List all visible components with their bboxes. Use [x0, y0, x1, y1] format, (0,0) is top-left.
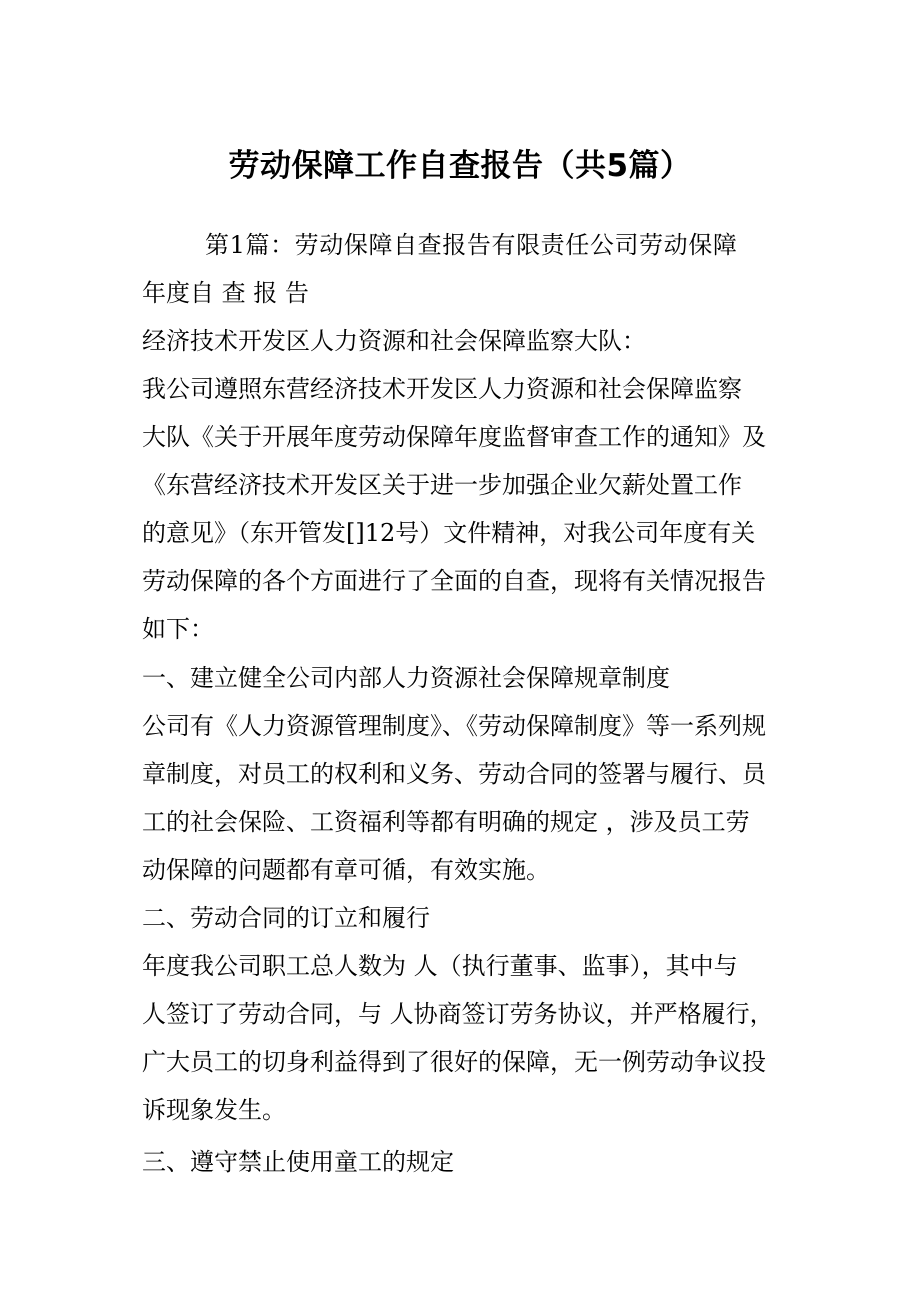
- text-line: 的意见》（东开管发[]12号）文件精神，对我公司年度有关: [142, 519, 756, 547]
- text-line: 年度我公司职工总人数为 人（执行董事、监事），其中与: [142, 952, 738, 980]
- section-heading: 二、劳动合同的订立和履行: [142, 904, 430, 932]
- text-line: 《东营经济技术开发区关于进一步加强企业欠薪处置工作: [142, 471, 742, 499]
- section-heading: 三、遵守禁止使用童工的规定: [142, 1148, 454, 1176]
- text-line: 大队《关于开展年度劳动保障年度监督审查工作的通知》及: [142, 423, 766, 451]
- text-line: 诉现象发生。: [142, 1096, 286, 1124]
- text-line: 广大员工的切身利益得到了很好的保障，无一例劳动争议投: [142, 1048, 766, 1076]
- document-title: 劳动保障工作自查报告（共5篇）: [228, 148, 692, 184]
- text-line: 章制度，对员工的权利和义务、劳动合同的签署与履行、员: [142, 760, 766, 788]
- text-line: 劳动保障的各个方面进行了全面的自查，现将有关情况报告: [142, 567, 766, 595]
- text-line: 经济技术开发区人力资源和社会保障监察大队：: [142, 327, 646, 355]
- text-line: 公司有《人力资源管理制度》、《劳动保障制度》等一系列规: [142, 712, 766, 740]
- text-line: 如下：: [142, 615, 214, 643]
- section-heading: 一、建立健全公司内部人力资源社会保障规章制度: [142, 664, 670, 692]
- text-line: 人签订了劳动合同，与 人协商签订劳务协议，并严格履行，: [142, 1000, 774, 1028]
- text-line: 动保障的问题都有章可循，有效实施。: [142, 856, 550, 884]
- text-line: 工的社会保险、工资福利等都有明确的规定 ，涉及员工劳: [142, 808, 750, 836]
- document-subtitle: 第1篇：劳动保障自查报告有限责任公司劳动保障: [205, 231, 738, 259]
- text-line: 年度自 查 报 告: [142, 279, 309, 307]
- text-line: 我公司遵照东营经济技术开发区人力资源和社会保障监察: [142, 375, 742, 403]
